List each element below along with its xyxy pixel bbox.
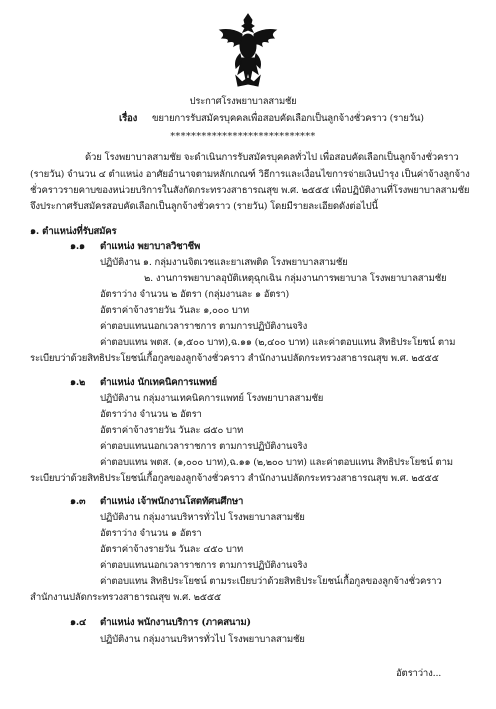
position-detail: สำนักงานปลัดกระทรวงสาธารณสุข พ.ศ. ๒๕๕๕: [30, 592, 221, 603]
position-detail: ค่าตอบแทนนอกเวลาราชการ ตามการปฏิบัติงานจริง: [100, 321, 308, 332]
position-number: ๑.๔: [70, 617, 87, 628]
position-title: ตำแหน่ง เจ้าพนักงานโสตทัศนศึกษา: [100, 496, 244, 507]
intro-line: ด้วย โรงพยาบาลสามชัย จะดำเนินการรับสมัครบุคคลทั่วไป เพื่อสอบคัดเลือกเป็นลูกจ้างชั่วคราว: [85, 152, 459, 163]
position-detail: ๒. งานการพยาบาลอุบัติเหตุฉุกเฉิน กลุ่มงานการพยาบาล โรงพยาบาลสามชัย: [144, 273, 447, 284]
position-detail: ระเบียบว่าด้วยสิทธิประโยชน์เกื้อกูลของลูกจ้างชั่วคราว สำนักงานปลัดกระทรวงสาธารณสุข พ.ศ. ๒๕๕๕: [30, 353, 439, 364]
position-detail: ระเบียบว่าด้วยสิทธิประโยชน์เกื้อกูลของลูกจ้างชั่วคราว สำนักงานปลัดกระทรวงสาธารณสุข พ.ศ. ๒๕๕๕: [30, 473, 439, 484]
position-detail: อัตราค่าจ้างรายวัน วันละ ๘๕๐ บาท: [100, 425, 244, 436]
position-detail: อัตราค่าจ้างรายวัน วันละ ๑,๐๐๐ บาท: [100, 305, 249, 316]
position-detail: ปฏิบัติงาน ๑. กลุ่มงานจิตเวชและยาเสพติด โรงพยาบาลสามชัย: [100, 257, 348, 268]
position-detail: ค่าตอบแทนนอกเวลาราชการ ตามการปฏิบัติงานจริง: [100, 560, 308, 571]
divider: ****************************: [170, 131, 316, 142]
position-detail: ค่าตอบแทน สิทธิประโยชน์ ตามระเบียบว่าด้วยสิทธิประโยชน์เกื้อกูลของลูกจ้างชั่วคราว: [100, 576, 442, 587]
continuation-text: อัตราว่าง...: [396, 668, 442, 679]
intro-line: จึงประกาศรับสมัครสอบคัดเลือกเป็นลูกจ้างชั่วคราว (รายวัน) โดยมีรายละเอียดดังต่อไปนี้: [30, 201, 378, 212]
position-number: ๑.๓: [70, 496, 86, 507]
position-detail: อัตราว่าง จำนวน ๑ อัตรา: [100, 528, 202, 539]
position-detail: อัตราว่าง จำนวน ๒ อัตรา: [100, 409, 202, 420]
position-detail: อัตราค่าจ้างรายวัน วันละ ๔๕๐ บาท: [100, 544, 244, 555]
position-detail: ปฏิบัติงาน กลุ่มงานบริหารทั่วไป โรงพยาบาลสามชัย: [100, 512, 305, 523]
position-detail: อัตราว่าง จำนวน ๒ อัตรา (กลุ่มงานละ ๑ อัตรา): [100, 289, 290, 300]
intro-line: ชั่วคราวรายคาบของหน่วยบริการในสังกัดกระทรวงสาธารณสุข พ.ศ. ๒๕๕๕ เพื่อปฏิบัติงานที่โรงพยาบาลสามชัย: [30, 185, 470, 196]
section-heading: ๑. ตำแหน่งที่รับสมัคร: [30, 226, 117, 237]
position-number: ๑.๑: [70, 241, 85, 252]
subject-text: ขยายการรับสมัครบุคคลเพื่อสอบคัดเลือกเป็นลูกจ้างชั่วคราว (รายวัน): [152, 113, 424, 124]
position-detail: ค่าตอบแทน พตส. (๑,๕๐๐ บาท),ฉ.๑๑ (๒,๔๐๐ บาท) และค่าตอบแทน สิทธิประโยชน์ ตาม: [100, 337, 456, 348]
position-title: ตำแหน่ง นักเทคนิคการแพทย์: [100, 377, 217, 388]
position-detail: ปฏิบัติงาน กลุ่มงานบริหารทั่วไป โรงพยาบาลสามชัย: [100, 634, 305, 645]
intro-line: (รายวัน) จำนวน ๔ ตำแหน่ง อาศัยอำนาจตามหลักเกณฑ์ วิธีการและเงื่อนไขการจ่ายเงินบำรุง เป็นค่าจ้างลูกจ้าง: [30, 169, 470, 180]
position-title: ตำแหน่ง พยาบาลวิชาชีพ: [100, 241, 201, 252]
position-detail: ค่าตอบแทน พตส. (๑,๐๐๐ บาท),ฉ.๑๑ (๒,๒๐๐ บาท) และค่าตอบแทน สิทธิประโยชน์ ตาม: [100, 457, 453, 468]
position-number: ๑.๒: [70, 377, 86, 388]
garuda-emblem-icon: [212, 10, 284, 90]
subject-label: เรื่อง: [119, 113, 138, 124]
position-detail: ค่าตอบแทนนอกเวลาราชการ ตามการปฏิบัติงานจริง: [100, 441, 308, 452]
position-title: ตำแหน่ง พนักงานบริการ (ภาคสนาม): [100, 617, 251, 628]
document-title: ประกาศโรงพยาบาลสามชัย: [189, 96, 297, 107]
position-detail: ปฏิบัติงาน กลุ่มงานเทคนิคการแพทย์ โรงพยาบาลสามชัย: [100, 393, 324, 404]
